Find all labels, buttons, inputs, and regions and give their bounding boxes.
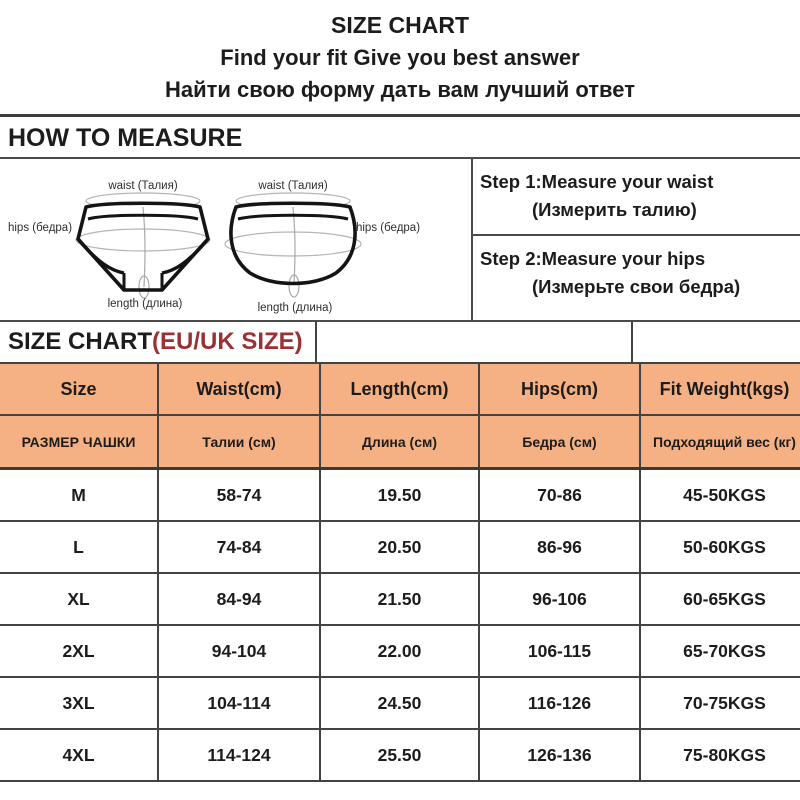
size-chart-heading-accent: (EU/UK SIZE) (152, 328, 303, 355)
table-cell: 106-115 (479, 625, 640, 677)
heading-grid-line-2 (631, 322, 633, 362)
table-cell: 2XL (0, 625, 158, 677)
table-cell: 24.50 (320, 677, 479, 729)
waist-label-back: waist (Талия) (258, 180, 328, 192)
table-cell: 96-106 (479, 573, 640, 625)
size-chart-heading-main: SIZE CHART (8, 328, 152, 355)
table-cell: 86-96 (479, 521, 640, 573)
hips-label-front: hips (бедра) (7, 222, 73, 234)
table-cell: 58-74 (158, 469, 320, 522)
table-header-row-en (0, 363, 800, 415)
col-header-size-ru: РАЗМЕР ЧАШКИ (0, 415, 158, 469)
heading-grid-line-1 (315, 322, 317, 362)
table-row-2xl (0, 625, 800, 677)
table-cell: 65-70KGS (640, 625, 800, 677)
size-chart-heading-row (0, 322, 800, 362)
page-subtitle-ru: Найти свою форму дать вам лучший ответ (164, 77, 636, 103)
table-cell: 3XL (0, 677, 158, 729)
table-cell: 114-124 (158, 729, 320, 781)
table-cell: 74-84 (158, 521, 320, 573)
hips-label-back: hips (бедра) (355, 222, 421, 234)
page-header (0, 0, 800, 117)
col-header-hips: Hips(cm) (479, 363, 640, 415)
col-header-weight-ru: Подходящий вес (кг) (640, 415, 800, 469)
table-cell: 94-104 (158, 625, 320, 677)
col-header-size: Size (0, 363, 158, 415)
table-cell: 21.50 (320, 573, 479, 625)
page-subtitle-en: Find your fit Give you best answer (220, 45, 580, 71)
col-header-waist: Waist(cm) (158, 363, 320, 415)
panty-diagram-area (0, 159, 473, 320)
length-label-back: length (длина) (257, 302, 333, 314)
table-cell: XL (0, 573, 158, 625)
measure-step-1 (473, 159, 800, 236)
measure-steps (473, 159, 800, 320)
table-cell: 50-60KGS (640, 521, 800, 573)
step-2-text-en: Step 2:Measure your hips (480, 248, 706, 269)
table-cell: 70-86 (479, 469, 640, 522)
table-row-l (0, 521, 800, 573)
table-cell: 4XL (0, 729, 158, 781)
table-row-xl (0, 573, 800, 625)
size-table (0, 362, 800, 782)
col-header-waist-ru: Талии (см) (158, 415, 320, 469)
measure-step-2 (473, 236, 800, 320)
step-1-text-ru: (Измерить талию) (532, 198, 697, 220)
col-header-length: Length(cm) (320, 363, 479, 415)
table-header-row-ru (0, 415, 800, 469)
table-cell: L (0, 521, 158, 573)
table-cell: 70-75KGS (640, 677, 800, 729)
table-cell: 22.00 (320, 625, 479, 677)
table-cell: 126-136 (479, 729, 640, 781)
length-label-front: length (длина) (107, 298, 183, 310)
table-cell: 19.50 (320, 469, 479, 522)
step-1-text-en: Step 1:Measure your waist (480, 171, 714, 192)
col-header-weight: Fit Weight(kgs) (640, 363, 800, 415)
table-cell: 45-50KGS (640, 469, 800, 522)
how-to-measure-heading: HOW TO MEASURE (0, 117, 800, 159)
table-cell: 116-126 (479, 677, 640, 729)
table-cell: 20.50 (320, 521, 479, 573)
page-title: SIZE CHART (331, 12, 469, 38)
table-cell: 25.50 (320, 729, 479, 781)
waist-label-front: waist (Талия) (108, 180, 178, 192)
measure-section (0, 159, 800, 322)
table-cell: 84-94 (158, 573, 320, 625)
table-cell: 75-80KGS (640, 729, 800, 781)
step-2-text-ru: (Измерьте свои бедра) (532, 275, 741, 297)
table-cell: 104-114 (158, 677, 320, 729)
table-cell: 60-65KGS (640, 573, 800, 625)
panty-measure-diagram (0, 159, 471, 320)
table-row-3xl (0, 677, 800, 729)
table-row-4xl (0, 729, 800, 781)
col-header-length-ru: Длина (см) (320, 415, 479, 469)
table-cell: M (0, 469, 158, 522)
table-row-m (0, 469, 800, 522)
col-header-hips-ru: Бедра (см) (479, 415, 640, 469)
